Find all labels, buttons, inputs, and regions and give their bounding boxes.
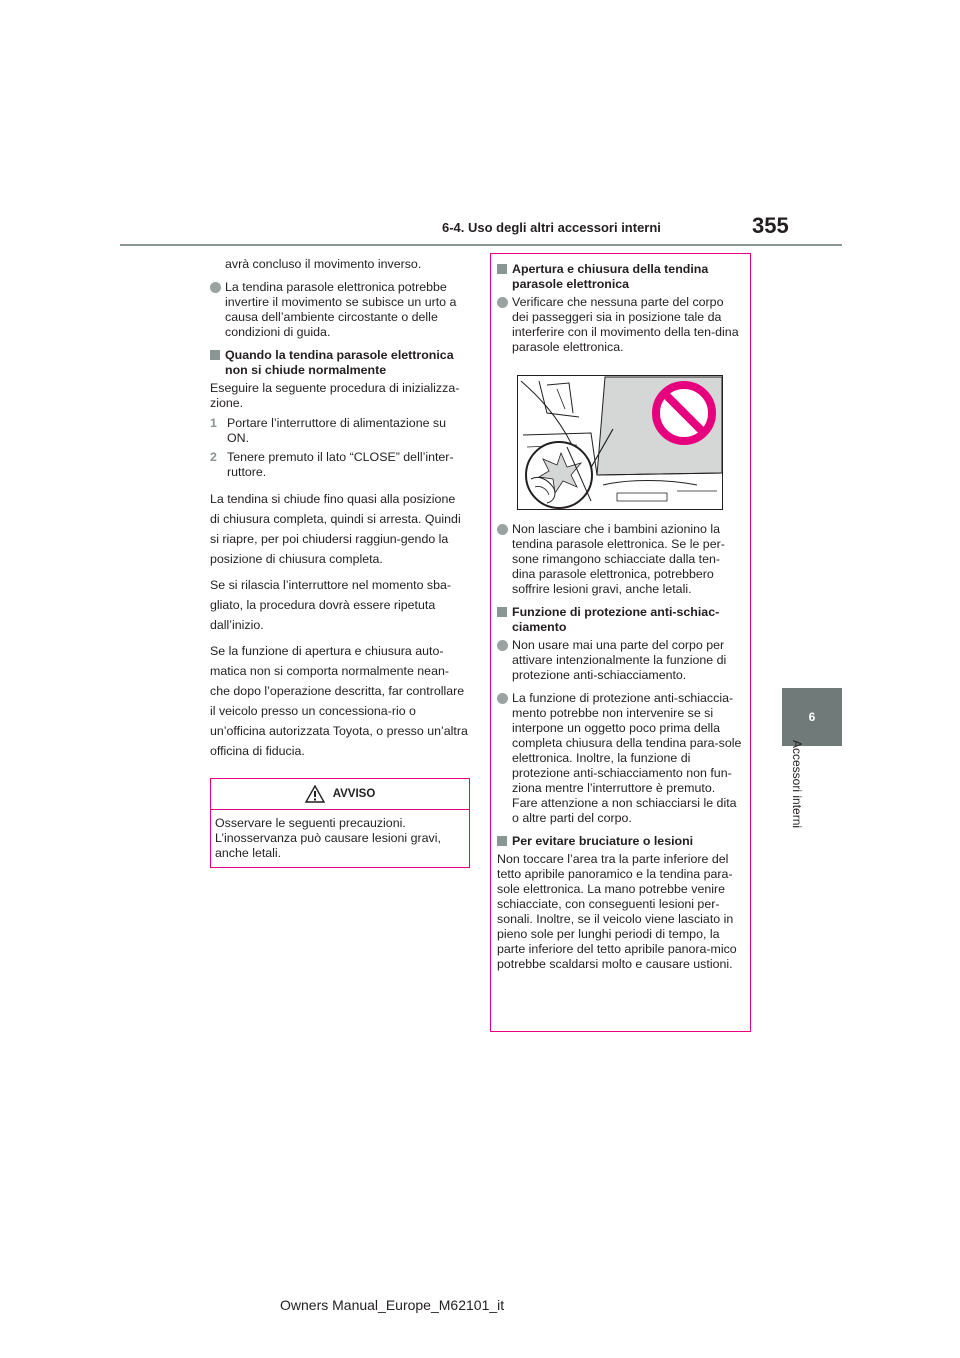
warning-title: AVVISO <box>332 788 376 800</box>
subheading <box>497 834 743 849</box>
warning-box <box>210 778 470 868</box>
step-item <box>210 450 468 480</box>
header-rule <box>120 244 842 246</box>
subheading-text: Per evitare bruciature o lesioni <box>512 834 694 848</box>
step-number: 1 <box>210 416 217 430</box>
step-number: 2 <box>210 450 217 464</box>
subheading-text: Quando la tendina parasole elettronica non si chiude normalmente <box>225 348 454 377</box>
intro-text: Eseguire la seguente procedura di inizializza-zione. <box>210 381 460 410</box>
footer-text: Owners Manual_Europe_M62101_it <box>280 1297 505 1313</box>
bullet-item <box>497 295 743 355</box>
bullet-item <box>210 280 468 340</box>
warning-triangle-icon <box>305 785 325 803</box>
bullet-text: La funzione di protezione anti-schiaccia-mento potrebbe non intervenire se si interpone un oggetto poco prima della completa chiusura della tendina para-sole elettronica. Inoltre, la funzione di protezione anti-schiacciamento non fun-ziona mentre l’interruttore è premuto. Fare attenzione a non schiacciarsi le dita o altre parti del corpo. <box>512 691 742 825</box>
page-number: 355 <box>752 213 789 238</box>
chapter-label <box>790 740 810 870</box>
bullet-text: La tendina parasole elettronica potrebbe invertire il movimento se subisce un urto a causa dell’ambiente circostante o delle condizioni di guida. <box>225 280 457 339</box>
square-bullet-icon <box>210 350 220 360</box>
subheading-text: Apertura e chiusura della tendina parasole elettronica <box>512 262 709 291</box>
chapter-number: 6 <box>808 710 816 724</box>
bullet-text: Non lasciare che i bambini azionino la tendina parasole elettronica. Se le per-sone rimangono schiacciate dalla ten-dina parasole elettronica, potrebbero soffrire lesioni gravi, anche letali. <box>512 522 725 596</box>
subheading <box>497 605 743 635</box>
bullet-icon <box>497 297 508 308</box>
square-bullet-icon <box>497 264 507 274</box>
bullet-icon <box>497 640 508 651</box>
left-column <box>210 257 468 761</box>
step-item <box>210 416 468 446</box>
subheading <box>497 262 743 292</box>
bullet-item <box>497 638 743 683</box>
warning-header <box>211 779 469 810</box>
continued-text: avrà concluso il movimento inverso. <box>225 257 422 271</box>
paragraph: La tendina si chiude fino quasi alla posizione di chiusura completa, quindi si arresta. Quindi si riapre, per poi chiudersi raggiun-gendo la posizione di chiusura completa. <box>210 492 461 566</box>
sunshade-illustration <box>517 375 723 510</box>
chapter-tab <box>782 688 842 746</box>
bullet-item <box>497 691 743 826</box>
step-text: Tenere premuto il lato “CLOSE” dell’inter-ruttore. <box>227 450 454 479</box>
right-column-bottom <box>497 522 743 972</box>
bullet-icon <box>497 693 508 704</box>
step-text: Portare l’interruttore di alimentazione su ON. <box>227 416 447 445</box>
bullet-icon <box>210 282 221 293</box>
subheading-text: Funzione di protezione anti-schiac-ciamento <box>512 605 720 634</box>
paragraph: Se la funzione di apertura e chiusura auto-matica non si comporta normalmente nean-che dopo l’operazione descritta, far controllare il veicolo presso un concessiona-rio o un’officina autorizzata Toyota, o presso un’altra officina di fiducia. <box>210 644 468 758</box>
bullet-icon <box>497 524 508 535</box>
bullet-text: Verificare che nessuna parte del corpo dei passeggeri sia in posizione tale da interferire con il movimento della ten-dina parasole elettronica. <box>512 295 739 354</box>
chapter-label-text: Accessori interni <box>790 740 804 829</box>
subheading <box>210 348 468 378</box>
sunshade-pinch-illustration <box>517 375 723 510</box>
paragraph: Non toccare l’area tra la parte inferiore del tetto apribile panoramico e la tendina para-sole elettronica. La mano potrebbe venire schiacciate, con conseguenti lesioni per-sonali. Inoltre, se il veicolo viene lasciato in pieno sole per lunghi periodi di tempo, la parte inferiore del tetto apribile panora-mico potrebbe scaldarsi molto e causare ustioni. <box>497 852 737 971</box>
paragraph: Se si rilascia l’interruttore nel momento sba-gliato, la procedura dovrà essere ripetuta dall’inizio. <box>210 578 452 632</box>
bullet-text: Non usare mai una parte del corpo per attivare intenzionalmente la funzione di protezione anti-schiacciamento. <box>512 638 727 682</box>
section-title: 6-4. Uso degli altri accessori interni <box>442 220 661 235</box>
square-bullet-icon <box>497 836 507 846</box>
square-bullet-icon <box>497 607 507 617</box>
bullet-item <box>497 522 743 597</box>
warning-text: Osservare le seguenti precauzioni. L’inosservanza può causare lesioni gravi, anche letali. <box>215 816 441 860</box>
right-column-top <box>497 262 743 363</box>
